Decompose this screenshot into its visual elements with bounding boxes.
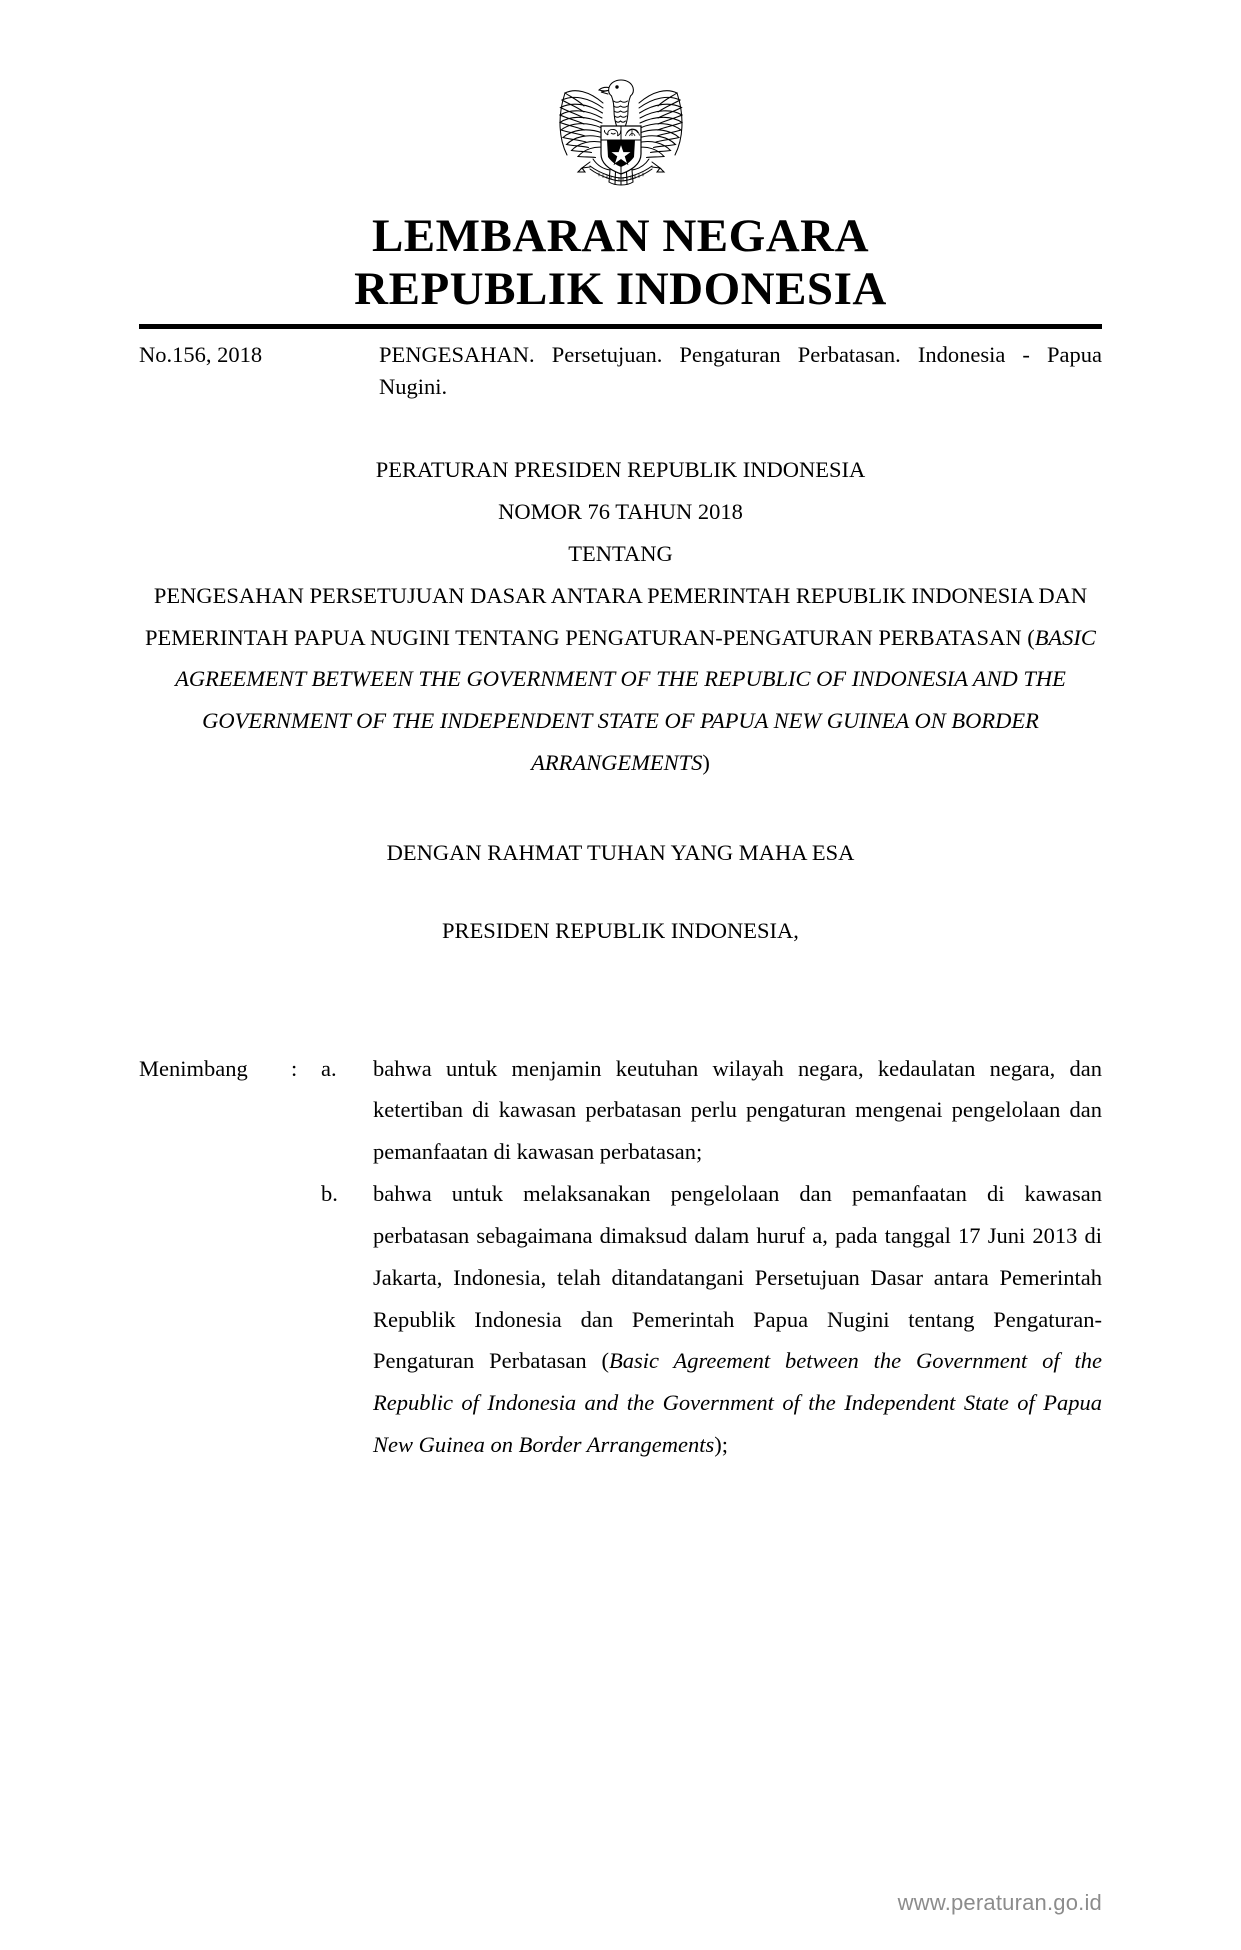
considerations-section <box>139 1048 1102 1466</box>
masthead-line-1: LEMBARAN NEGARA <box>371 210 870 262</box>
title-line-2: NOMOR 76 TAHUN 2018 <box>498 498 743 524</box>
considerations-colon: : <box>291 1055 298 1081</box>
garuda-pancasila-emblem <box>547 60 695 192</box>
catalog-description: PENGESAHAN. Persetujuan. Pengaturan Perbatasan. Indonesia - Papua Nugini. <box>379 342 1102 400</box>
masthead <box>139 210 1102 315</box>
title-subject <box>139 575 1102 784</box>
consideration-b-closing: ); <box>714 1432 728 1458</box>
title-block <box>139 449 1102 575</box>
consideration-item-b <box>139 1173 1102 1466</box>
masthead-line-2: REPUBLIK INDONESIA <box>354 262 887 315</box>
signatory-line: PRESIDEN REPUBLIK INDONESIA, <box>442 917 799 943</box>
consideration-item-a <box>139 1048 1102 1174</box>
pancasila-shield-icon <box>601 126 641 174</box>
consideration-text-a: bahwa untuk menjamin keutuhan wilayah negara, kedaulatan negara, dan ketertiban di kawasan perbatasan perlu pengaturan mengenai pengelolaan dan pemanfaatan di kawasan perbatasan; <box>373 1055 1102 1165</box>
consideration-text-b <box>373 1173 1102 1466</box>
emblem-container <box>139 0 1102 192</box>
consideration-b-english: Basic Agreement between the Government of the Republic of Indonesia and the Government of the Independent State of Papua New Guinea on Border Arrangements <box>373 1348 1103 1458</box>
considerations-label: Menimbang <box>139 1055 248 1081</box>
title-line-3: TENTANG <box>568 540 673 566</box>
title-subject-english: BASIC AGREEMENT BETWEEN THE GOVERNMENT OF THE REPUBLIC OF INDONESIA AND THE GOVERNMENT OF THE INDEPENDENT STATE OF PAPUA NEW GUINEA ON BORDER ARRANGEMENTS <box>175 624 1096 776</box>
title-line-1: PERATURAN PRESIDEN REPUBLIK INDONESIA <box>375 457 866 483</box>
invocation-line: DENGAN RAHMAT TUHAN YANG MAHA ESA <box>386 839 855 865</box>
title-subject-indonesian: PENGESAHAN PERSETUJUAN DASAR ANTARA PEMERINTAH REPUBLIK INDONESIA DAN PEMERINTAH PAPUA NUGINI TENTANG PENGATURAN-PENGATURAN PERBATASAN ( <box>145 582 1088 650</box>
footer-url: www.peraturan.go.id <box>897 1890 1102 1915</box>
title-subject-close-paren: ) <box>702 750 710 776</box>
consideration-marker-b: b. <box>321 1181 338 1207</box>
header-divider <box>139 324 1102 329</box>
consideration-b-indonesian: bahwa untuk melaksanakan pengelolaan dan pemanfaatan di kawasan perbatasan sebagaimana dimaksud dalam huruf a, pada tanggal 17 Juni 2013 di Jakarta, Indonesia, telah ditandatangani Persetujuan Dasar antara Pemerintah Republik Indonesia dan Pemerintah Papua Nugini tentang Pengaturan-Pengaturan Perbatasan ( <box>373 1181 1102 1374</box>
catalog-number: No.156, 2018 <box>139 342 263 368</box>
consideration-marker-a: a. <box>321 1055 337 1081</box>
catalog-line <box>139 339 1102 403</box>
